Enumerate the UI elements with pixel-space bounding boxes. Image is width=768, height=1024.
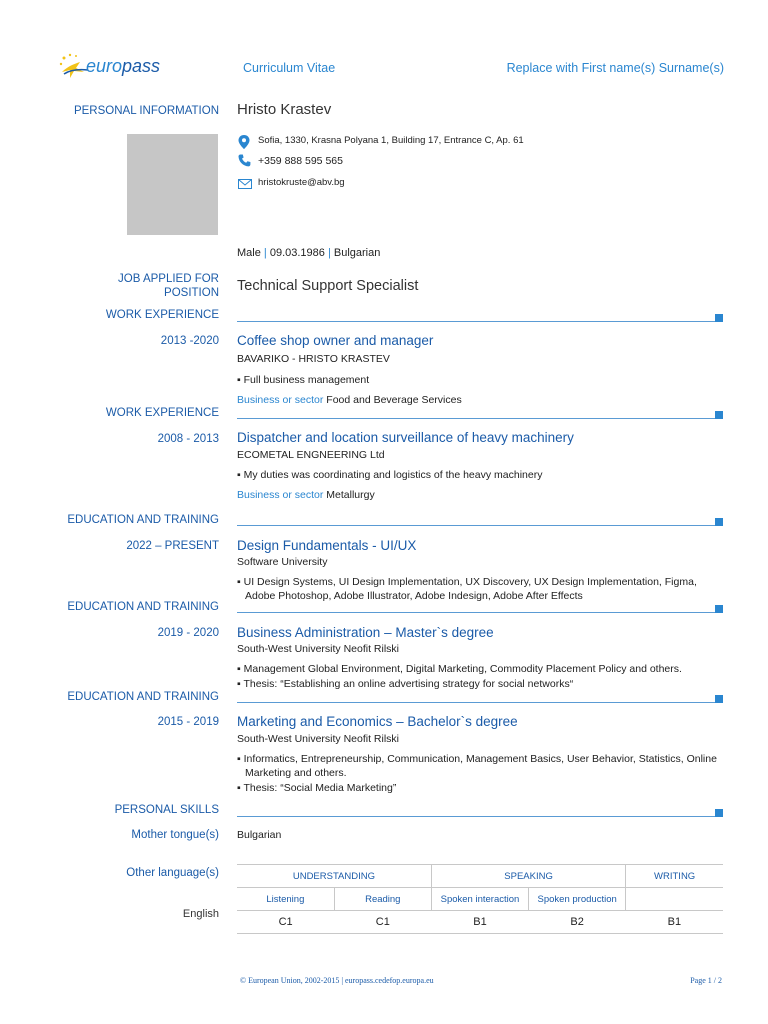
subheader-reading: Reading: [334, 888, 431, 911]
education-bullet: ▪ Thesis: “Establishing an online advertising strategy for social networks“: [237, 678, 574, 690]
level-listening: C1: [237, 911, 334, 934]
work-employer: BAVARIKO - HRISTO KRASTEV: [237, 353, 390, 365]
nationality-value: Bulgarian: [333, 247, 381, 259]
personal-skills-label: PERSONAL SKILLS: [114, 804, 219, 816]
sector-key: Business or sector: [237, 394, 324, 406]
language-table: [237, 864, 723, 934]
education-title: Marketing and Economics – Bachelor`s degree: [237, 714, 518, 729]
work-bullet: ▪ My duties was coordinating and logistics of the heavy machinery: [237, 469, 543, 481]
separator: |: [263, 247, 267, 259]
job-applied-value: Technical Support Specialist: [237, 278, 419, 294]
education-label: EDUCATION AND TRAINING: [67, 691, 219, 703]
language-row: [237, 911, 723, 934]
education-label: EDUCATION AND TRAINING: [67, 514, 219, 526]
education-bullet: ▪ Informatics, Entrepreneurship, Communication, Management Basics, User Behavior, Statistics, Online Marketing and others.: [237, 753, 717, 779]
education-dates: 2022 – PRESENT: [126, 540, 219, 552]
work-title: Dispatcher and location surveillance of heavy machinery: [237, 430, 574, 445]
footer-copyright: © European Union, 2002-2015 | europass.cedefop.europa.eu: [240, 976, 434, 985]
separator: |: [327, 247, 331, 259]
education-institution: South-West University Neofit Rilski: [237, 733, 400, 745]
work-title: Coffee shop owner and manager: [237, 333, 434, 348]
level-spoken-production: B2: [529, 911, 626, 934]
email-icon: [238, 179, 252, 189]
section-divider-marker: [715, 605, 723, 613]
work-sector: [237, 489, 375, 501]
person-name: Hristo Krastev: [237, 101, 332, 118]
work-experience-label: WORK EXPERIENCE: [105, 309, 219, 321]
phone-icon: [238, 154, 251, 167]
sector-key: Business or sector: [237, 489, 324, 501]
section-divider: [237, 525, 723, 526]
sector-value: Food and Beverage Services: [326, 394, 462, 406]
section-divider: [237, 418, 723, 419]
education-title: Business Administration – Master`s degree: [237, 625, 494, 640]
address-text: Sofia, 1330, Krasna Polyana 1, Building 17, Entrance C, Ap. 61: [258, 135, 524, 146]
europass-logo: [58, 52, 168, 82]
email-text: hristokruste@abv.bg: [258, 177, 345, 188]
footer-page: Page 1 / 2: [690, 976, 722, 985]
education-institution: Software University: [237, 556, 328, 568]
section-divider-marker: [715, 695, 723, 703]
job-applied-label: JOB APPLIED FOR POSITION: [118, 273, 219, 299]
header-understanding: UNDERSTANDING: [237, 865, 431, 888]
education-bullet: ▪ UI Design Systems, UI Design Implementation, UX Discovery, UX Design Implementation, Figma, Adobe Photoshop, Adobe Illustrator, Adobe Indesign, Adobe After Effects: [237, 576, 697, 602]
header-writing: WRITING: [626, 865, 723, 888]
sex-value: Male: [237, 247, 261, 259]
section-divider-marker: [715, 518, 723, 526]
subheader-listening: Listening: [237, 888, 334, 911]
education-dates: 2015 - 2019: [157, 716, 219, 728]
sector-value: Metallurgy: [326, 489, 375, 501]
education-dates: 2019 - 2020: [157, 627, 219, 639]
work-bullet: ▪ Full business management: [237, 374, 370, 386]
level-reading: C1: [334, 911, 431, 934]
section-divider: [237, 816, 723, 817]
section-divider-marker: [715, 411, 723, 419]
subheader-writing: [626, 888, 723, 911]
cv-title: Curriculum Vitae: [243, 61, 336, 75]
work-dates: 2008 - 2013: [157, 433, 219, 445]
mother-tongue-value: Bulgarian: [237, 829, 282, 841]
level-spoken-interaction: B1: [431, 911, 528, 934]
work-dates: 2013 -2020: [160, 335, 219, 347]
work-sector: [237, 394, 462, 406]
section-divider-marker: [715, 809, 723, 817]
header-speaking: SPEAKING: [431, 865, 625, 888]
education-title: Design Fundamentals - UI/UX: [237, 538, 417, 553]
phone-text: +359 888 595 565: [258, 155, 343, 167]
personal-info-label: PERSONAL INFORMATION: [73, 105, 219, 117]
work-employer: ECOMETAL ENGNEERING Ltd: [237, 449, 385, 461]
subheader-spoken-production: Spoken production: [529, 888, 626, 911]
education-label: EDUCATION AND TRAINING: [67, 601, 219, 613]
section-divider: [237, 612, 723, 613]
logo-text-euro: euro: [86, 56, 123, 76]
other-languages-label: Other language(s): [126, 867, 219, 879]
logo-text-pass: pass: [122, 56, 161, 76]
mother-tongue-label: Mother tongue(s): [131, 829, 219, 841]
education-bullet: ▪ Management Global Environment, Digital Marketing, Commodity Placement Policy and others.: [237, 663, 682, 675]
location-icon: [238, 135, 250, 149]
work-experience-label: WORK EXPERIENCE: [105, 407, 219, 419]
section-divider: [237, 321, 723, 322]
education-bullet: ▪ Thesis: “Social Media Marketing”: [237, 782, 397, 794]
photo-placeholder: [127, 134, 218, 235]
dob-value: 09.03.1986: [269, 247, 325, 259]
sex-dob-nationality: [237, 247, 380, 259]
subheader-spoken-interaction: Spoken interaction: [431, 888, 528, 911]
name-placeholder: Replace with First name(s) Surname(s): [506, 61, 724, 75]
level-writing: B1: [626, 911, 723, 934]
section-divider-marker: [715, 314, 723, 322]
language-name: English: [182, 908, 219, 920]
section-divider: [237, 702, 723, 703]
education-institution: South-West University Neofit Rilski: [237, 643, 400, 655]
